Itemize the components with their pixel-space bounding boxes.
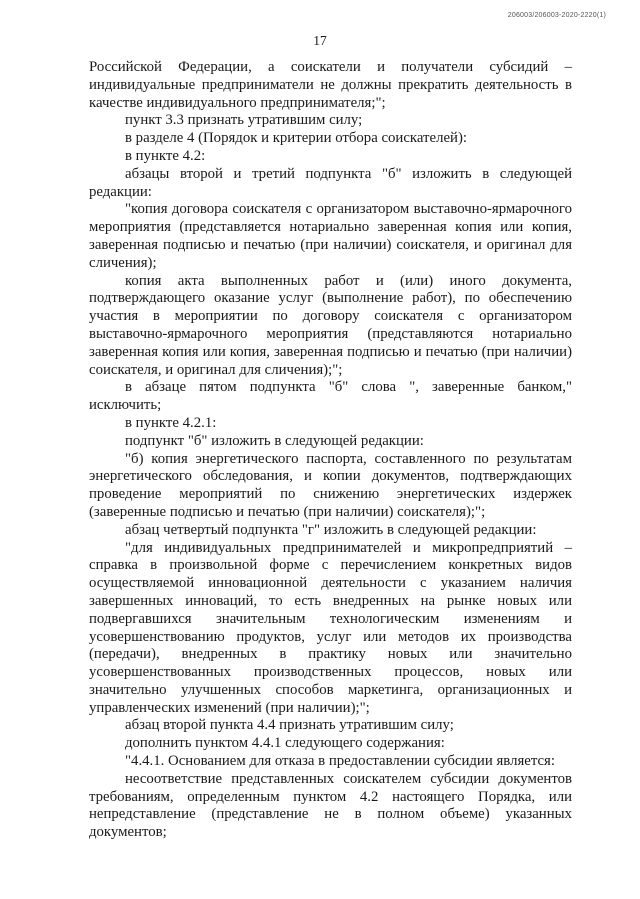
paragraph: "копия договора соискателя с организатором выставочно-ярмарочного мероприятия (представляется нотариально заверенная копия или копия, заверенная подписью и печатью (при наличии) соискателя, и оригинал для сличения); — [89, 201, 572, 271]
paragraph: в пункте 4.2.1: — [125, 414, 217, 431]
page-number: 17 — [313, 33, 327, 48]
paragraph: пункт 3.3 признать утратившим силу; — [125, 112, 363, 129]
paragraph: абзац четвертый подпункта "г" изложить в следующей редакции: — [125, 521, 537, 538]
document-body — [89, 59, 572, 842]
paragraph: подпункт "б" изложить в следующей редакции: — [125, 432, 424, 449]
paragraph: в пункте 4.2: — [125, 147, 206, 164]
paragraph: копия акта выполненных работ и (или) иного документа, подтверждающего оказание услуг (выполнение работ), по обеспечению участия в мероприятии по договору соискателя с организатором выставочно-ярмарочного мероприятия (представляются нотариально заверенная копия или копия, заверенная подписью и печатью (при наличии) соискателя, и оригинал для сличения);"; — [89, 272, 572, 378]
paragraph: "б) копия энергетического паспорта, составленного по результатам энергетического обследования, и копии документов, подтверждающих проведение мероприятий по снижению энергетических издержек (заверенные подписью и печатью (при наличии) соискателя);"; — [89, 450, 572, 520]
paragraph: абзац второй пункта 4.4 признать утратившим силу; — [125, 717, 454, 734]
paragraph: в абзаце пятом подпункта "б" слова ", заверенные банком," исключить; — [89, 379, 572, 414]
paragraph: абзацы второй и третий подпункта "б" изложить в следующей редакции: — [89, 165, 572, 200]
paragraph: "для индивидуальных предпринимателей и микропредприятий – справка в произвольной форме с перечислением конкретных видов осуществляемой инновационной деятельности с указанием наличия завершенных инноваций, то есть внедренных на рынке новых или подвергавшихся значительным технологическим изменениям и усовершенствованию продуктов, услуг или методов их производства (передачи), внедренных в практику новых или значительно усовершенствованных производственных процессов, новых или значительно улучшенных способов маркетинга, организационных и управленческих изменений (при наличии);"; — [89, 539, 572, 716]
paragraph: "4.4.1. Основанием для отказа в предоставлении субсидии является: — [125, 753, 555, 770]
document-id: 206003/206003-2020-2220(1) — [507, 12, 606, 19]
paragraph: несоответствие представленных соискателем субсидии документов требованиям, определенным пунктом 4.2 настоящего Порядка, или непредставление (представление не в полном объеме) указанных документов; — [89, 770, 572, 841]
paragraph: дополнить пунктом 4.4.1 следующего содержания: — [125, 735, 445, 752]
paragraph: Российской Федерации, а соискатели и получатели субсидий – индивидуальные предприниматели не должны прекратить деятельность в качестве индивидуального предпринимателя;"; — [89, 59, 572, 111]
paragraph: в разделе 4 (Порядок и критерии отбора соискателей): — [125, 130, 468, 147]
